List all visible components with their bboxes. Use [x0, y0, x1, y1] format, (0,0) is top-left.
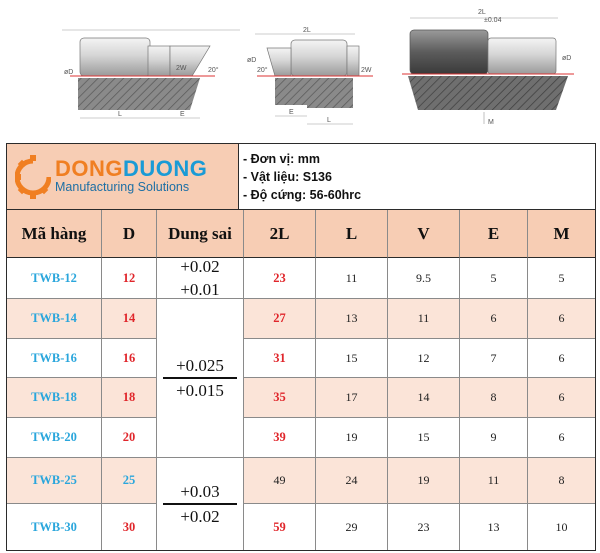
cell-2l: 39: [244, 418, 316, 458]
material-label: - Vật liệu: S136: [243, 169, 332, 184]
cell-code: TWB-25: [7, 458, 102, 504]
company-tagline: Manufacturing Solutions: [55, 180, 190, 194]
column-header-v: V: [388, 210, 460, 258]
column-header-code: Mã hàng: [7, 210, 102, 258]
cell-v: 9.5: [388, 258, 460, 299]
table-header: [7, 144, 595, 210]
cell-v: 23: [388, 504, 460, 550]
column-header-d: D: [102, 210, 157, 258]
table-row: [7, 504, 595, 550]
cell-2l: 49: [244, 458, 316, 504]
cell-l: 29: [316, 504, 388, 550]
column-header-tolerance: Dung sai: [157, 210, 244, 258]
spec-info: [239, 144, 595, 210]
drawing-single-taper: [40, 0, 270, 135]
cell-e: 13: [460, 504, 528, 550]
cell-m: 6: [528, 378, 595, 418]
tolerance-lower: +0.01: [180, 280, 220, 299]
fraction-bar: [163, 377, 237, 378]
svg-text:øD: øD: [64, 69, 74, 76]
cell-d: 25: [102, 458, 157, 504]
cell-m: 8: [528, 458, 595, 504]
tolerance-cell: [157, 258, 244, 299]
svg-text:±0.04: ±0.04: [484, 17, 502, 24]
cell-m: 10: [555, 519, 568, 534]
cell-m: 6: [528, 418, 595, 458]
company-name-part1: DONG: [55, 156, 123, 181]
svg-text:20°: 20°: [257, 67, 268, 74]
cell-l: 13: [316, 299, 388, 339]
cell-l: 24: [316, 458, 388, 504]
cell-l: 11: [316, 258, 388, 299]
cell-2l: 35: [244, 378, 316, 418]
cell-code: TWB-18: [7, 378, 102, 418]
cell-2l: 59: [244, 504, 316, 550]
column-header-2l: 2L: [244, 210, 316, 258]
svg-text:2L: 2L: [478, 9, 486, 16]
tolerance-lower: +0.015: [176, 380, 224, 400]
cell-d: 18: [102, 378, 157, 418]
technical-drawings: [0, 0, 600, 140]
cell-e: 7: [460, 339, 528, 378]
svg-text:L: L: [327, 117, 331, 124]
table-row: [7, 378, 595, 418]
cell-l: 17: [316, 378, 388, 418]
table-row: [7, 258, 595, 299]
cell-m: 5: [528, 258, 595, 299]
cell-v: 15: [388, 418, 460, 458]
cell-d: 16: [102, 339, 157, 378]
svg-text:øD: øD: [562, 55, 572, 62]
svg-text:E: E: [289, 109, 294, 116]
cell-l: 19: [316, 418, 388, 458]
tolerance-cell: [157, 299, 244, 458]
cell-d: 14: [102, 299, 157, 339]
column-header-m: M: [528, 210, 595, 258]
svg-text:2W: 2W: [361, 67, 372, 74]
cell-code: TWB-14: [7, 299, 102, 339]
cell-d: 30: [102, 504, 157, 550]
svg-text:L: L: [118, 111, 122, 118]
cell-v: 14: [388, 378, 460, 418]
cell-v: 11: [388, 299, 460, 339]
gear-icon: [15, 155, 51, 199]
column-header-e: E: [460, 210, 528, 258]
hardness-label: - Độ cứng: 56-60hrc: [243, 187, 362, 202]
spec-table: [6, 143, 596, 551]
cell-code: TWB-30: [7, 504, 102, 550]
column-header-row: [7, 210, 595, 258]
cell-e: 9: [460, 418, 528, 458]
svg-text:2W: 2W: [176, 65, 187, 72]
company-name-part2: DUONG: [123, 156, 208, 181]
table-row: [7, 299, 595, 339]
tolerance-upper: +0.025: [176, 356, 224, 376]
cell-e: 5: [460, 258, 528, 299]
cell-2l: 31: [244, 339, 316, 378]
drawing-double-taper: [245, 0, 385, 135]
tolerance-upper: +0.03: [180, 482, 220, 502]
unit-label: - Đơn vị: mm: [243, 151, 320, 166]
cell-e: 11: [460, 458, 528, 504]
company-logo: [7, 144, 239, 210]
table-row: [7, 339, 595, 378]
tolerance-cell: [157, 458, 244, 550]
cell-2l: 27: [244, 299, 316, 339]
cell-m: 6: [528, 299, 595, 339]
drawing-straight-bushing: [398, 0, 598, 135]
cell-v: 19: [388, 458, 460, 504]
cell-code: TWB-12: [7, 258, 102, 299]
cell-m: 6: [528, 339, 595, 378]
cell-e: 8: [460, 378, 528, 418]
svg-text:M: M: [488, 119, 494, 126]
table-row: [7, 458, 595, 504]
svg-text:20°: 20°: [208, 67, 219, 74]
cell-d: 12: [102, 258, 157, 299]
column-header-l: L: [316, 210, 388, 258]
svg-text:E: E: [180, 111, 185, 118]
svg-text:2L: 2L: [303, 27, 311, 34]
cell-l: 15: [316, 339, 388, 378]
cell-e: 6: [460, 299, 528, 339]
cell-v: 12: [388, 339, 460, 378]
cell-2l: 23: [244, 258, 316, 299]
cell-d: 20: [102, 418, 157, 458]
table-row: [7, 418, 595, 458]
cell-code: TWB-20: [7, 418, 102, 458]
svg-text:øD: øD: [247, 57, 257, 64]
tolerance-lower: +0.02: [180, 506, 220, 526]
cell-code: TWB-16: [7, 339, 102, 378]
fraction-bar: [163, 503, 237, 504]
tolerance-upper: +0.02: [180, 257, 220, 276]
